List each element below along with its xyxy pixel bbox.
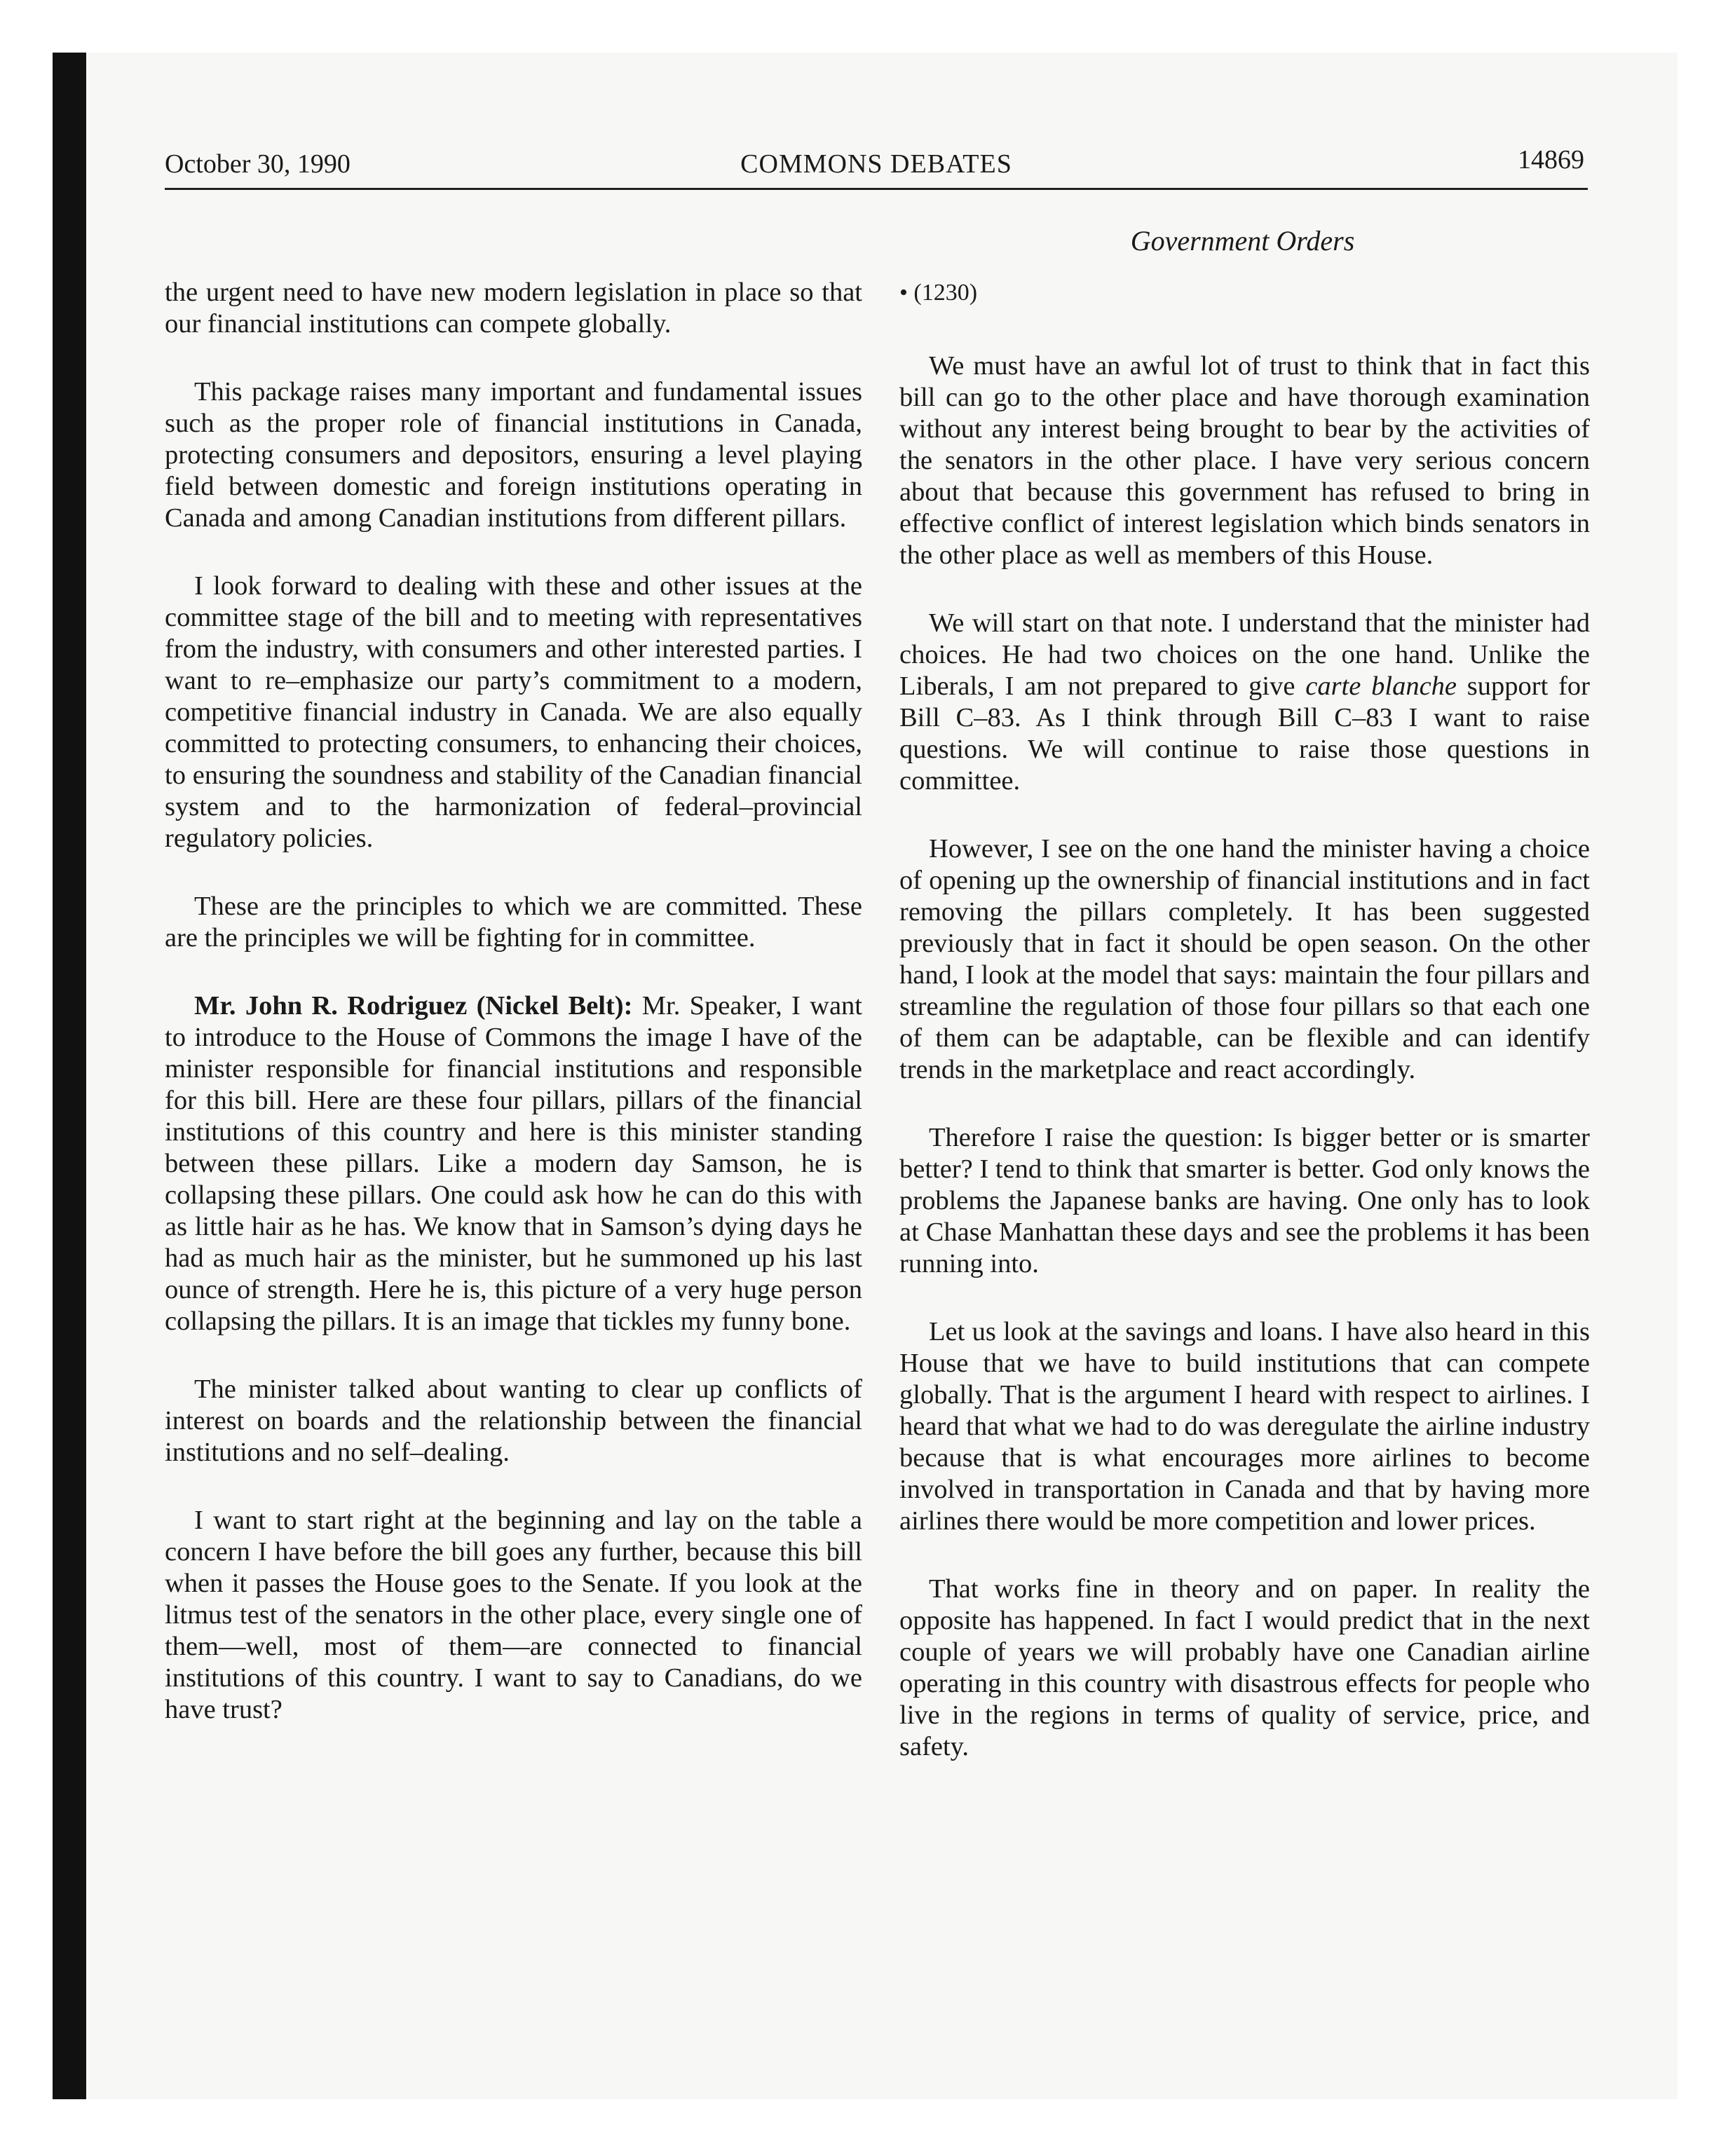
- header-page-number: 14869: [1518, 145, 1584, 175]
- header-journal-title: COMMONS DEBATES: [740, 149, 1012, 179]
- speaker-text: Mr. Speaker, I want to introduce to the House of Commons the image I have of the minister responsible for financial institutions and responsible for this bill. Here are these four pillars, pillars of the financial institutions of this country and here is this minister standing between these pillars. Like a modern day Samson, he is collapsing these pillars. One could ask how he can do this with as little hair as he has. We know that in Samson’s dying days he had as much hair as the minister, but he summoned up his last ounce of strength. Here he is, this picture of a very huge person collapsing the pillars. It is an image that tickles my funny bone.: [165, 991, 862, 1336]
- left-paragraph-3: I look forward to dealing with these and other issues at the committee stage of the bill and to meeting with representatives from the industry, with consumers and other interested parties. I want to re–emphasize our party’s commitment to a modern, competitive financial industry in Canada. We are also equally committed to protecting consumers, to enhancing their choices, to ensuring the soundness and stability of the Canadian financial system and to the harmonization of federal–provincial regulatory policies.: [165, 571, 862, 853]
- right-paragraph-4: Therefore I raise the question: Is bigger better or is smarter better? I tend to think that smarter is better. God only knows the problems the Japanese banks are having. One only has to look at Chase Manhattan these days and see the problems it has been running into.: [899, 1123, 1590, 1278]
- time-marker: • (1230): [899, 280, 978, 306]
- right-paragraph-2-part-a: We will start on that note. I understand that the minister had choices. He had two choices on the one hand. Unlike the Liberals, I am not prepared to give: [899, 608, 1590, 701]
- speaker-name: Mr. John R. Rodriguez (Nickel Belt):: [194, 991, 633, 1021]
- right-column: [899, 277, 1590, 1799]
- left-paragraph-7: I want to start right at the beginning and lay on the table a concern I have before the bill goes any further, because this bill when it passes the House goes to the Senate. If you look at the litmus test of the senators in the other place, every single one of them—well, most of them—are connected to financial institutions of this country. I want to say to Canadians, do we have trust?: [165, 1506, 862, 1724]
- left-column: [165, 277, 862, 1762]
- left-paragraph-4: These are the principles to which we are committed. These are the principles we will be fighting for in committee.: [165, 892, 862, 953]
- right-paragraph-5: Let us look at the savings and loans. I have also heard in this House that we have to build institutions that can compete globally. That is the argument I heard with respect to airlines. I heard that what we had to do was deregulate the airline industry because that is what encourages more airlines to become involved in transportation in Canada and that by having more airlines there would be more competition and lower prices.: [899, 1317, 1590, 1536]
- left-paragraph-1: the urgent need to have new modern legislation in place so that our financial institutions can compete globally.: [165, 278, 862, 339]
- right-paragraph-6: That works fine in theory and on paper. In reality the opposite has happened. In fact I would predict that in the next couple of years we will probably have one Canadian airline operating in this country with disastrous effects for people who live in the regions in terms of quality of service, price, and safety.: [899, 1574, 1590, 1761]
- right-paragraph-1: We must have an awful lot of trust to think that in fact this bill can go to the other place and have thorough examination without any interest being brought to bear by the activities of the senators in the other place. I have very serious concern about that because this government has refused to bring in effective conflict of interest legislation which binds senators in the other place as well as members of this House.: [899, 351, 1590, 570]
- left-paragraph-6: The minister talked about wanting to clear up conflicts of interest on boards and the relationship between the financial institutions and no self–dealing.: [165, 1374, 862, 1467]
- scan-edge: [53, 53, 86, 2099]
- header-date: October 30, 1990: [165, 149, 351, 179]
- page-header: [165, 140, 1588, 190]
- right-paragraph-2-part-b: support for Bill C–83. As I think through Bill C–83 I want to raise questions. We will continue to raise those questions in committee.: [899, 671, 1590, 796]
- right-paragraph-2: [899, 608, 1590, 797]
- section-title: Government Orders: [1130, 225, 1355, 257]
- left-paragraph-2: This package raises many important and fundamental issues such as the proper role of financial institutions in Canada, protecting consumers and depositors, ensuring a level playing field between domestic and foreign institutions operating in Canada and among Canadian institutions from different pillars.: [165, 377, 862, 533]
- left-paragraph-5: [165, 990, 862, 1337]
- italic-phrase: carte blanche: [1305, 671, 1457, 701]
- right-paragraph-3: However, I see on the one hand the minister having a choice of opening up the ownership of financial institutions and in fact removing the pillars completely. It has been suggested previously that in fact it should be open season. On the other hand, I look at the model that says: maintain the four pillars and streamline the regulation of those four pillars so that each one of them can be adaptable, can be flexible and can identify trends in the marketplace and react accordingly.: [899, 834, 1590, 1084]
